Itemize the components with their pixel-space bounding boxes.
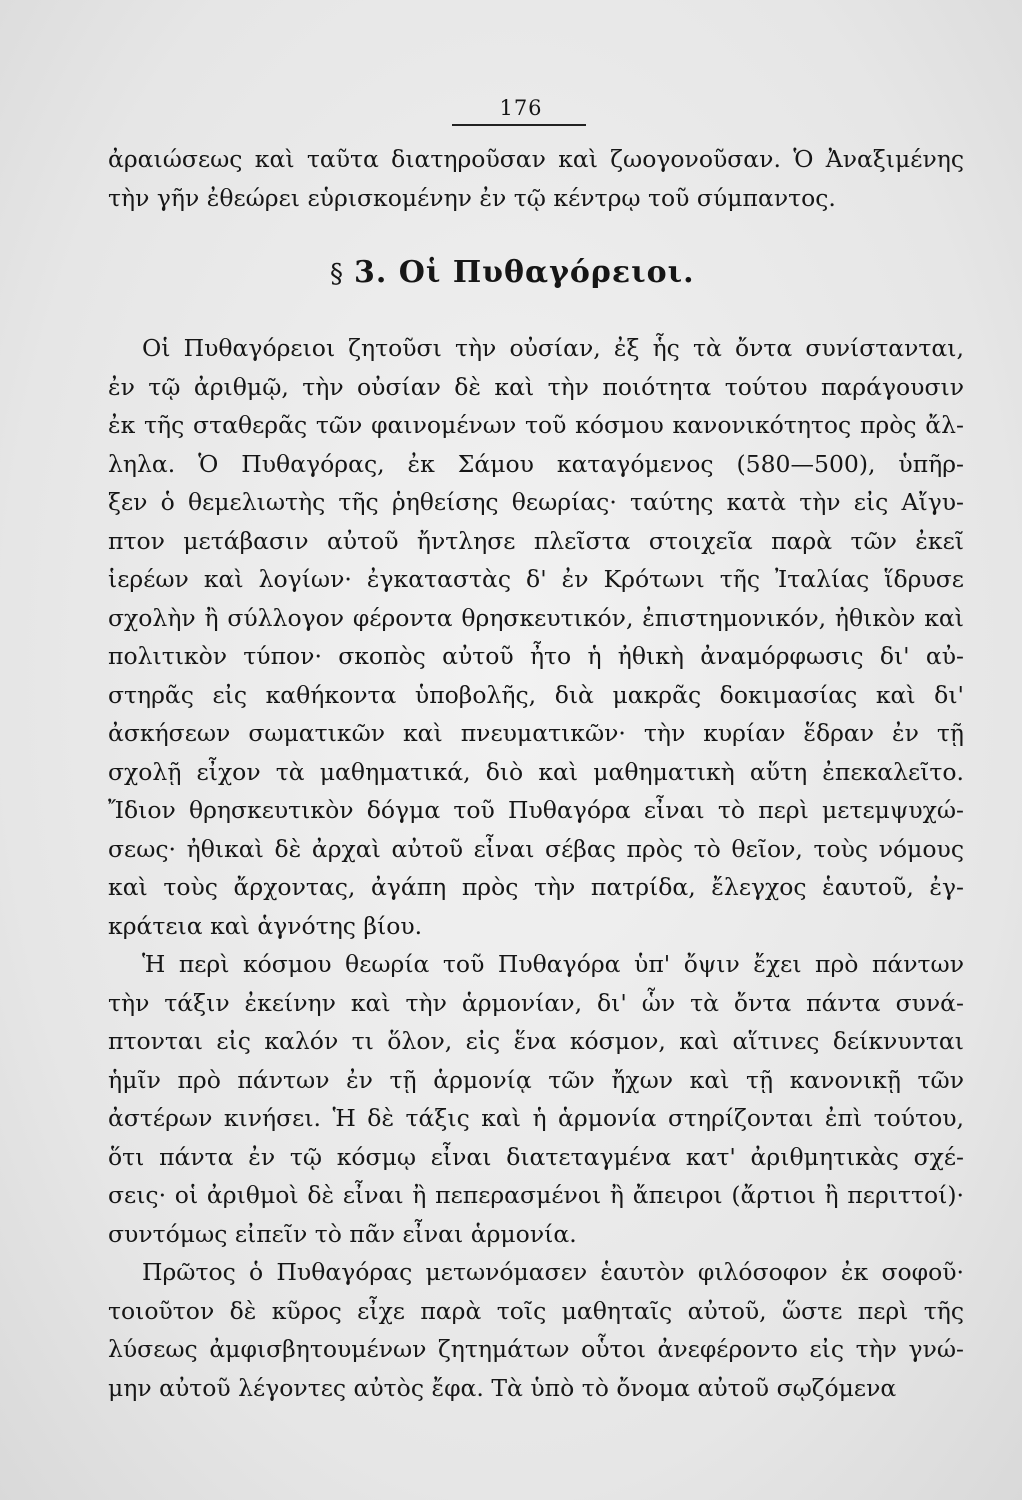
- text-line: ἀσκήσεων σωματικῶν καὶ πνευματικῶν· τὴν κυρίαν ἕδραν ἐν τῇ: [108, 719, 964, 747]
- text-line: Ἴδιον θρησκευτικὸν δόγμα τοῦ Πυθαγόρα εἶναι τὸ περὶ μετεμψυχώ-: [108, 796, 964, 824]
- text-line: στηρᾶς εἰς καθήκοντα ὑποβολῆς, διὰ μακρᾶς δοκιμασίας καὶ δι': [108, 680, 964, 709]
- page-number-rule: [452, 124, 586, 126]
- text-line: τὴν τάξιν ἐκείνην καὶ τὴν ἁρμονίαν, δι' ὧν τὰ ὄντα πάντα συνά-: [108, 988, 964, 1017]
- text-line: σχολῇ εἶχον τὰ μαθηματικά, διὸ καὶ μαθηματικὴ αὕτη ἐπεκαλεῖτο.: [108, 757, 964, 786]
- text-line: ὅτι πάντα ἐν τῷ κόσμῳ εἶναι διατεταγμένα κατ' ἀριθμητικὰς σχέ-: [108, 1142, 964, 1171]
- section-heading: [330, 255, 695, 290]
- text-line: πτον μετάβασιν αὐτοῦ ἤντλησε πλεῖστα στοιχεῖα παρὰ τῶν ἐκεῖ: [108, 526, 964, 555]
- text-line: σεις· οἱ ἀριθμοὶ δὲ εἶναι ἢ πεπερασμένοι ἢ ἄπειροι (ἄρτιοι ἢ περιττοί)·: [108, 1181, 964, 1209]
- text-line: ἀστέρων κινήσει. Ἡ δὲ τάξις καὶ ἡ ἁρμονία στηρίζονται ἐπὶ τούτου,: [108, 1104, 964, 1132]
- text-line: σχολὴν ἢ σύλλογον φέροντα θρησκευτικόν, ἐπιστημονικόν, ἠθικὸν καὶ: [108, 603, 964, 632]
- text-line: ἐν τῷ ἀριθμῷ, τὴν οὐσίαν δὲ καὶ τὴν ποιότητα τούτου παράγουσιν: [108, 372, 964, 401]
- paragraph: [108, 945, 964, 1253]
- text-line: ἱερέων καὶ λογίων· ἐγκαταστὰς δ' ἐν Κρότωνι τῆς Ἰταλίας ἵδρυσε: [108, 565, 964, 593]
- text-line: μην αὐτοῦ λέγοντες αὐτὸς ἔφα. Τὰ ὑπὸ τὸ ὄνομα αὐτοῦ σῳζόμενα: [108, 1373, 897, 1402]
- text-line: ξεν ὁ θεμελιωτὴς τῆς ῥηθείσης θεωρίας· ταύτης κατὰ τὴν εἰς Αἴγυ-: [108, 488, 964, 516]
- text-line: καὶ τοὺς ἄρχοντας, ἀγάπη πρὸς τὴν πατρίδα, ἔλεγχος ἑαυτοῦ, ἐγ-: [108, 873, 964, 901]
- text-line: Οἱ Πυθαγόρειοι ζητοῦσι τὴν οὐσίαν, ἐξ ἧς τὰ ὄντα συνίστανται,: [142, 334, 964, 362]
- section-title: 3. Οἱ Πυθαγόρειοι.: [354, 255, 695, 290]
- body-paragraphs: [108, 329, 964, 1407]
- text-line: ἐκ τῆς σταθερᾶς τῶν φαινομένων τοῦ κόσμου κανονικότητος πρὸς ἄλ-: [108, 411, 964, 439]
- paragraph: [108, 329, 964, 945]
- text-line: σεως· ἠθικαὶ δὲ ἀρχαὶ αὐτοῦ εἶναι σέβας πρὸς τὸ θεῖον, τοὺς νόμους: [108, 834, 964, 863]
- text-line: ἡμῖν πρὸ πάντων ἐν τῇ ἁρμονίᾳ τῶν ἤχων καὶ τῇ κανονικῇ τῶν: [108, 1065, 964, 1094]
- text-line: πολιτικὸν τύπον· σκοπὸς αὐτοῦ ἦτο ἡ ἠθικὴ ἀναμόρφωσις δι' αὐ-: [108, 642, 964, 670]
- section-mark: §: [330, 259, 344, 289]
- text-line: ἀραιώσεως καὶ ταῦτα διατηροῦσαν καὶ ζωογονοῦσαν. Ὁ Ἀναξιμένης: [108, 145, 964, 173]
- page-number: 176: [499, 96, 543, 120]
- text-line: κράτεια καὶ ἁγνότης βίου.: [108, 911, 423, 940]
- text-line: τοιοῦτον δὲ κῦρος εἶχε παρὰ τοῖς μαθηταῖς αὐτοῦ, ὥστε περὶ τῆς: [108, 1296, 964, 1325]
- paragraph: [108, 1253, 964, 1407]
- text-line: λύσεως ἀμφισβητουμένων ζητημάτων οὗτοι ἀνεφέροντο εἰς τὴν γνώ-: [108, 1335, 964, 1363]
- text-line: Ἡ περὶ κόσμου θεωρία τοῦ Πυθαγόρα ὑπ' ὄψιν ἔχει πρὸ πάντων: [142, 950, 964, 978]
- text-line: πτονται εἰς καλόν τι ὅλον, εἰς ἕνα κόσμον, καὶ αἵτινες δείκνυνται: [108, 1027, 964, 1055]
- page-text: [108, 140, 964, 1407]
- text-line: τὴν γῆν ἐθεώρει εὑρισκομένην ἐν τῷ κέντρῳ τοῦ σύμπαντος.: [108, 183, 836, 212]
- text-line: συντόμως εἰπεῖν τὸ πᾶν εἶναι ἁρμονία.: [108, 1219, 577, 1248]
- text-line: ληλα. Ὁ Πυθαγόρας, ἐκ Σάμου καταγόμενος (580—500), ὑπῆρ-: [108, 449, 964, 478]
- section-heading-block: [108, 217, 964, 329]
- text-line: Πρῶτος ὁ Πυθαγόρας μετωνόμασεν ἑαυτὸν φιλόσοφον ἐκ σοφοῦ·: [142, 1258, 964, 1286]
